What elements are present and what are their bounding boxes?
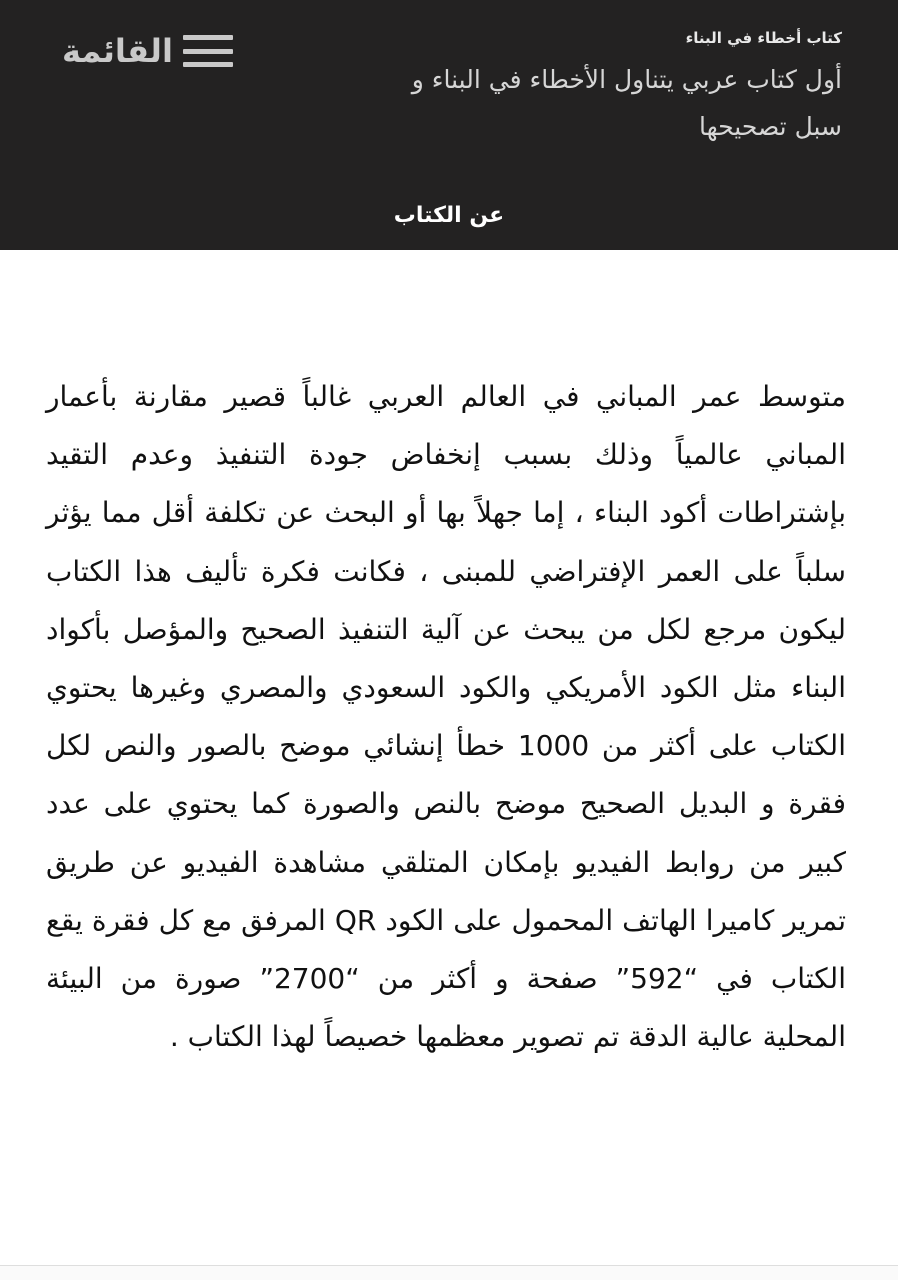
nav-link-about[interactable]: عن الكتاب [393, 203, 505, 228]
article-body: متوسط عمر المباني في العالم العربي غالباً قصير مقارنة بأعمار المباني عالمياً وذلك بسبب إنخفاض جودة التنفيذ وعدم التقيد بإشتراطات أكود البناء ، إما جهلاً بها أو البحث عن تكلفة أقل مما يؤثر سلباً على العمر الإفتراضي للمبنى ، فكانت فكرة تأليف هذا الكتاب ليكون مرجع لكل من يبحث عن آلية التنفيذ الصحيح والمؤصل بأكواد البناء مثل الكود الأمريكي والكود السعودي والمصري وغيرها يحتوي الكتاب على أكثر من 1000 خطأ إنشائي موضح بالصور والنص لكل فقرة و البديل الصحيح موضح بالنص والصورة كما يحتوي على عدد كبير من روابط الفيديو بإمكان المتلقي مشاهدة الفيديو عن طريق تمرير كاميرا الهاتف المحمول على الكود QR المرفق مع كل فقرة يقع الكتاب في “592” صفحة و أكثر من “2700” صورة من البيئة المحلية عالية الدقة تم تصوير معظمها خصيصاً لهذا الكتاب . [46, 380, 846, 1054]
menu-label: القائمة [62, 32, 173, 70]
site-branding [382, 26, 842, 150]
site-tagline: أول كتاب عربي يتناول الأخطاء في البناء و سبل تصحيحها [411, 65, 842, 141]
site-title[interactable]: كتاب أخطاء في البناء [685, 29, 842, 47]
article-content [46, 368, 846, 1066]
site-header [0, 0, 898, 250]
hamburger-icon [183, 35, 233, 67]
menu-button[interactable] [62, 30, 233, 72]
page-bottom-edge [0, 1265, 898, 1280]
